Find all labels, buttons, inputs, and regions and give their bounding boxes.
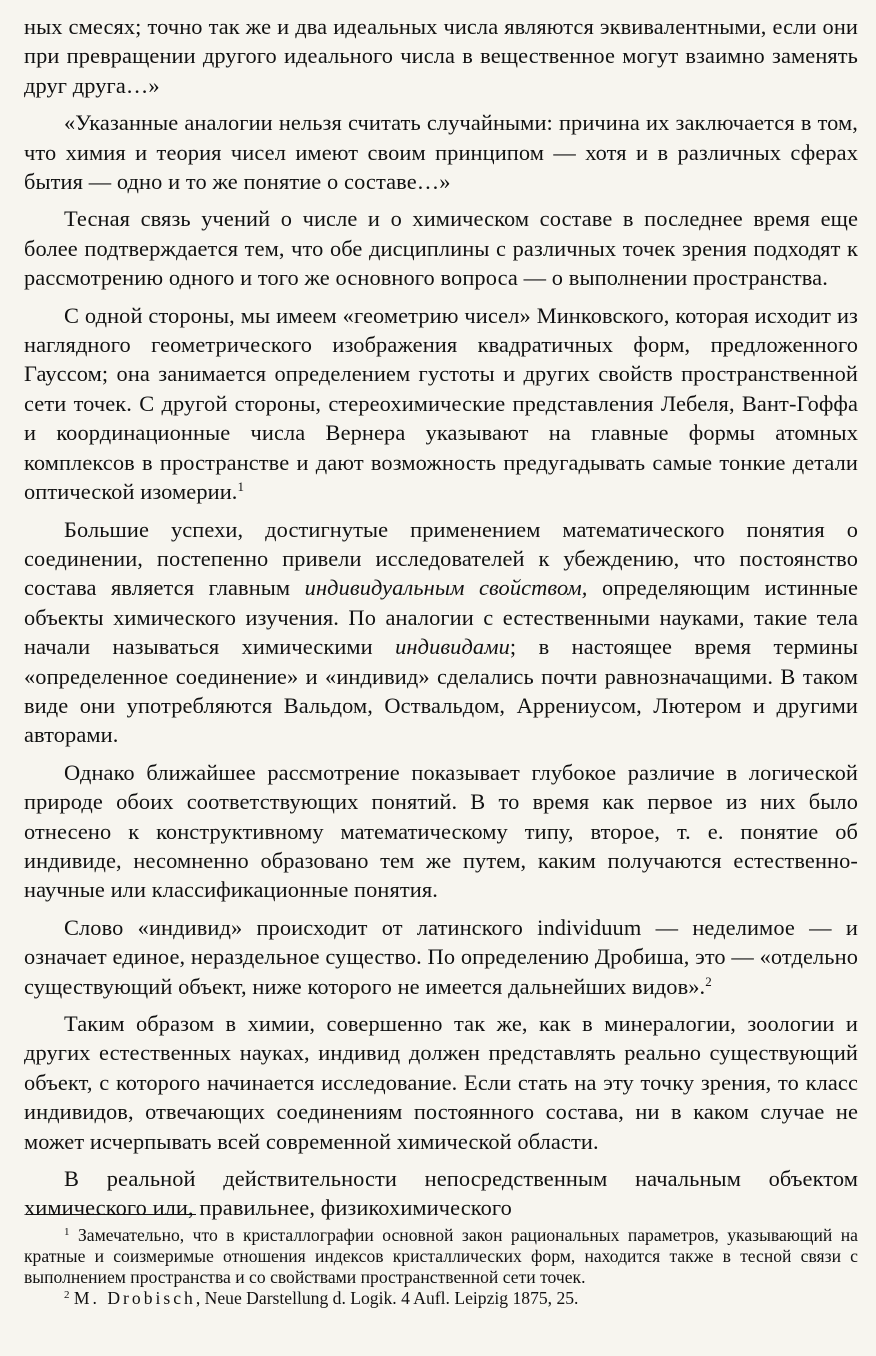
paragraph-9: В реальной действительности непосредственным начальным объектом химического или, правильнее, физикохимического [24, 1166, 858, 1221]
emphasis-individual-property: индивидуальным свойством, [304, 575, 588, 601]
paragraph-8: Таким образом в химии, совершенно так же, как в минералогии, зоологии и других естественных науках, индивид должен представлять реально существующий объект, с которого начинается исследование. Если стать на эту точку зрения, то класс индивидов, отвечающих соединениям постоянного состава, ни в каком случае не может исчерпывать всей современной химической области. [24, 1011, 858, 1154]
paragraph-4 [24, 301, 858, 507]
footnotes [24, 1214, 858, 1309]
paragraph-5-part-1: Большие успехи, достигнутые применением математического понятия о соединении, постепенно привели исследователей к убеждению, что постоянство состава является главным [24, 516, 858, 601]
emphasis-individuals: индивидами [395, 634, 510, 660]
paragraph-5-part-2: определяющим истинные объекты химического изучения. По аналогии с естественными науками, такие тела начали называться химическими [24, 575, 859, 660]
paragraph-4-text: С одной стороны, мы имеем «геометрию чисел» Минковского, которая исходит из наглядного геометрического изображения квадратичных форм, предложенного Гауссом; она занимается определением густоты и других свойств пространственной сети точек. С другой стороны, стереохимические представления Лебеля, Вант-Гоффа и координационные числа Вернера указывают на главные формы атомных комплексов в пространстве и дают возможность предугадывать самые тонкие детали оптической изомерии. [24, 302, 858, 505]
footnote-2-author: M. Drobisch [73, 1288, 196, 1308]
paragraph-3: Тесная связь учений о числе и о химическом составе в последнее время еще более подтверждается тем, что обе дисциплины с различных точек зрения подходят к рассмотрению одного и того же основного вопроса — о выполнении пространства. [24, 206, 858, 291]
paragraph-5-part-3: ; в настоящее время термины «определенное соединение» и «индивид» сделались почти равнозначащими. В таком виде они употребляются Вальдом, Оствальдом, Аррениусом, Лютером и другими авторами. [24, 634, 858, 748]
footnote-2-text: , Neue Darstellung d. Logik. 4 Aufl. Leipzig 1875, 25. [195, 1288, 579, 1308]
footnote-2-mark: 2 [64, 1289, 70, 1301]
footnote-2 [24, 1288, 858, 1309]
paragraph-5 [24, 515, 858, 750]
paragraph-2: «Указанные аналогии нельзя считать случайными: причина их заключается в том, что химия и теория чисел имеют своим принципом — хотя и в различных сферах бытия — одно и то же понятие о составе…» [24, 110, 858, 195]
paragraph-1: ных смесях; точно так же и два идеальных числа являются эквивалентными, если они при превращении другого идеального числа в вещественное могут взаимно заменять друг друга…» [24, 14, 858, 98]
footnote-ref-2: 2 [705, 973, 712, 989]
footnote-1-mark: 1 [64, 1226, 70, 1238]
footnote-divider [26, 1214, 196, 1215]
paragraph-6: Однако ближайшее рассмотрение показывает глубокое различие в логической природе обоих соответствующих понятий. В то время как первое из них было отнесено к конструктивному математическому типу, второе, т. е. понятие об индивиде, несомненно образовано тем же путем, каким получаются естественно-научные или классификационные понятия. [24, 759, 858, 903]
footnote-1 [24, 1225, 858, 1288]
main-text [24, 12, 858, 1223]
footnote-ref-1: 1 [237, 479, 245, 495]
footnote-1-text: Замечательно, что в кристаллографии основной закон рациональных параметров, указывающий на кратные и соизмеримые отношения индексов кристаллических форм, находится также в тесной связи с выполнением пространства и со свойствами пространственной сети точек. [24, 1225, 858, 1287]
paragraph-7-text: Слово «индивид» происходит от латинского individuum — неделимое — и означает единое, нераздельное существо. По определению Дробиша, это — «отдельно существующий объект, ниже которого не имеется дальнейших видов». [24, 914, 858, 999]
paragraph-7 [24, 913, 858, 1001]
